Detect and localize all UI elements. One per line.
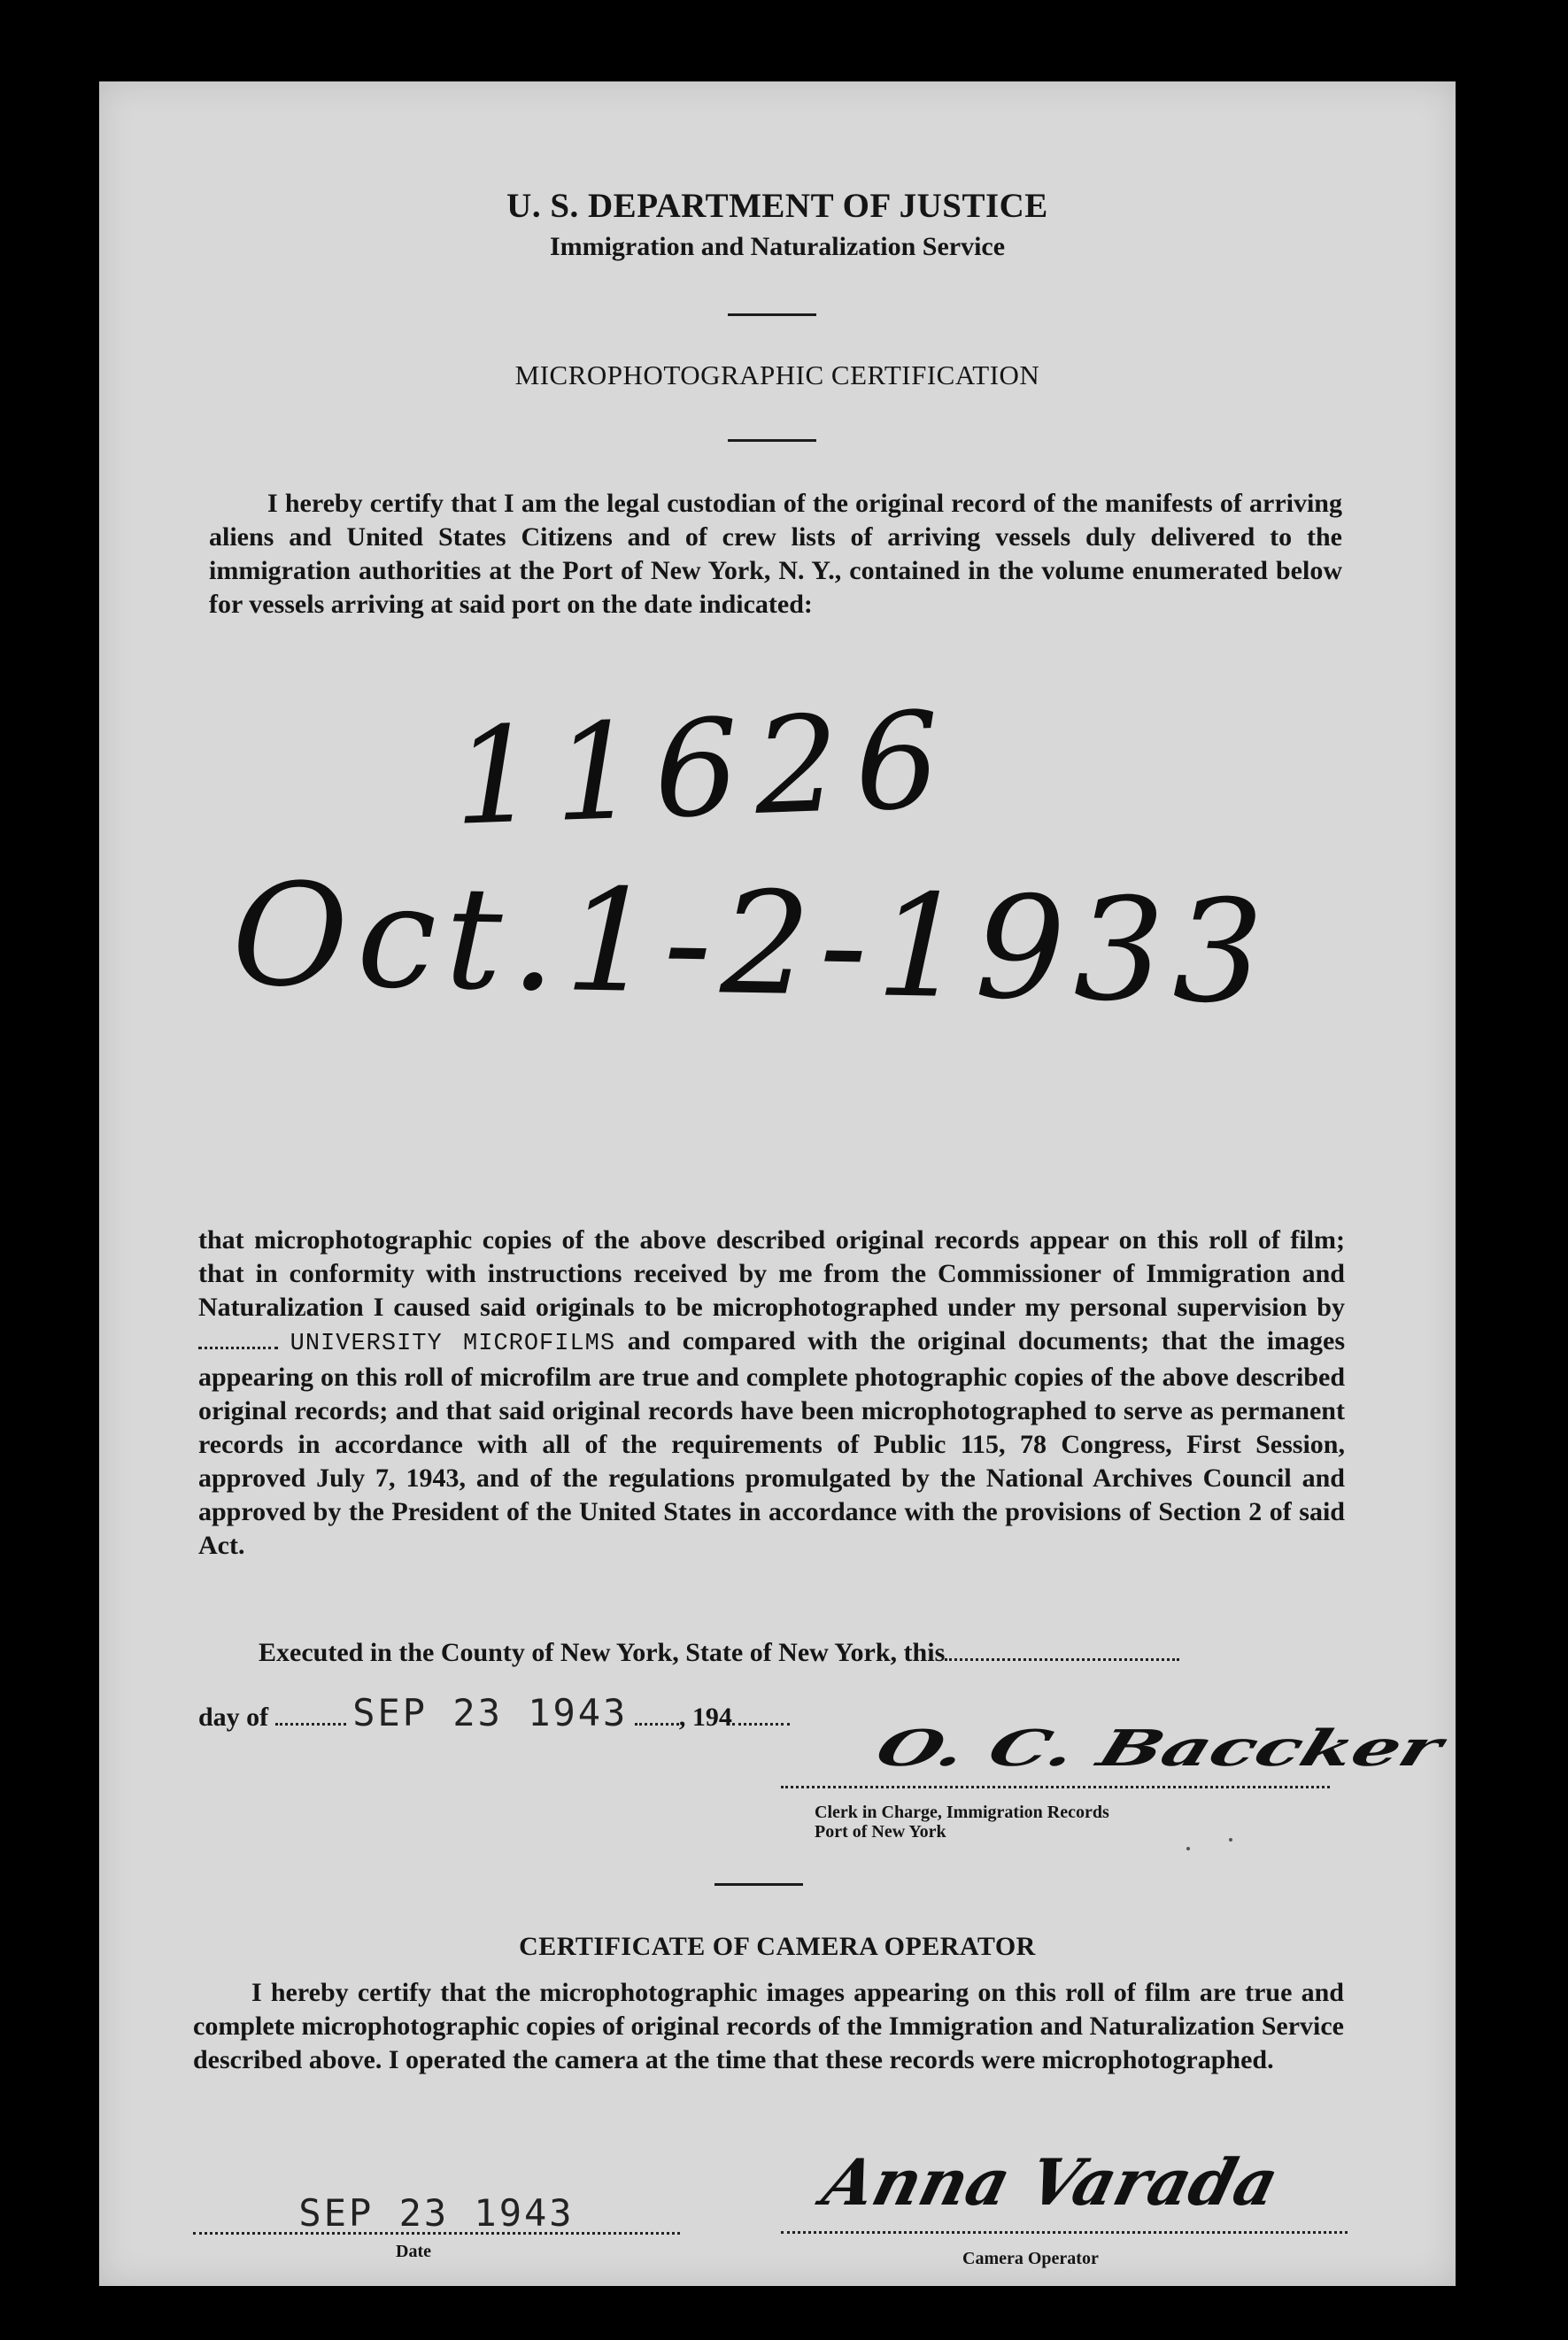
day-blank (945, 1658, 1179, 1661)
certification-title: MICROPHOTOGRAPHIC CERTIFICATION (514, 359, 1040, 390)
agency-heading: U. S. DEPARTMENT OF JUSTICE (506, 187, 1048, 225)
film-statement-part1: that microphotographic copies of the above described original records appear on this roll of film; that in conformity with instructions received by me from the Commissioner of Immigration and Naturalization I caused said originals to be microphotographed under my personal supervision by (198, 1225, 1345, 1322)
clerk-title: Clerk in Charge, Immigration Records (815, 1803, 1109, 1822)
camera-operator-signature: Anna Varada (815, 2144, 1286, 2220)
handwritten-volume-number: 11626 (451, 683, 959, 855)
clerk-signature: O. C. Baccker (869, 1719, 1449, 1778)
divider-rule (728, 313, 816, 316)
day-of-line (198, 1691, 790, 1734)
clerk-port: Port of New York (815, 1822, 946, 1842)
camera-operator-label: Camera Operator (962, 2249, 1099, 2268)
dust-speck (1229, 1838, 1232, 1842)
executed-line (259, 1638, 1179, 1668)
clerk-caption (815, 1803, 1109, 1842)
dust-speck (1186, 1847, 1190, 1850)
dotted-leader (198, 1347, 278, 1349)
handwritten-arrival-dates: Oct.1-2-1933 (230, 851, 1274, 1036)
film-statement-part2: and compared with the original documents; that the images appearing on this roll of microfilm are true and complete photographic copies of the above described original records; and that said original records have been microphotographed to serve as permanent records in accordance with all of the requirements of Public 115, 78 Congress, First Session, approved July 7, 1943, and of the regulations promulgated by the National Archives Council and approved by the President of the United States in accordance with the provisions of Section 2 of said Act. (198, 1326, 1346, 1560)
certificate-page (99, 81, 1456, 2286)
photographer-field: UNIVERSITY MICROFILMS (290, 1331, 616, 1357)
dotted-leader (635, 1723, 679, 1726)
custodian-statement: I hereby certify that I am the legal custodian of the original record of the manifests of arriving aliens and United States Citizens and of crew lists of arriving vessels duly delivered to the immigration authorities at the Port of New York, N. Y., contained in the volume enumerated below for vessels arriving at said port on the date indicated: (209, 489, 1342, 619)
dotted-leader (275, 1723, 346, 1726)
date-label: Date (396, 2242, 431, 2261)
date-stamp: SEP 23 1943 (352, 1691, 629, 1734)
operator-signature-line (781, 2231, 1348, 2234)
film-statement (198, 1224, 1345, 1563)
executed-text: Executed in the County of New York, State of New York, this (259, 1638, 946, 1667)
year-blank (732, 1723, 790, 1726)
day-of-label: day of (198, 1703, 269, 1732)
year-suffix: , 194 (678, 1703, 732, 1732)
divider-rule (728, 439, 816, 442)
clerk-signature-line (781, 1786, 1330, 1788)
service-heading: Immigration and Naturalization Service (549, 232, 1006, 261)
camera-date-stamp: SEP 23 1943 (298, 2191, 575, 2235)
camera-certificate-title: CERTIFICATE OF CAMERA OPERATOR (519, 1932, 1036, 1961)
camera-certificate-text: I hereby certify that the microphotographic images appearing on this roll of film are true and complete microphotographic copies of original records of the Immigration and Naturalization Service described above. I operated the camera at the time that these records were microphotographed. (193, 1978, 1344, 2074)
divider-rule (714, 1883, 803, 1886)
camera-date-field (193, 2193, 680, 2235)
